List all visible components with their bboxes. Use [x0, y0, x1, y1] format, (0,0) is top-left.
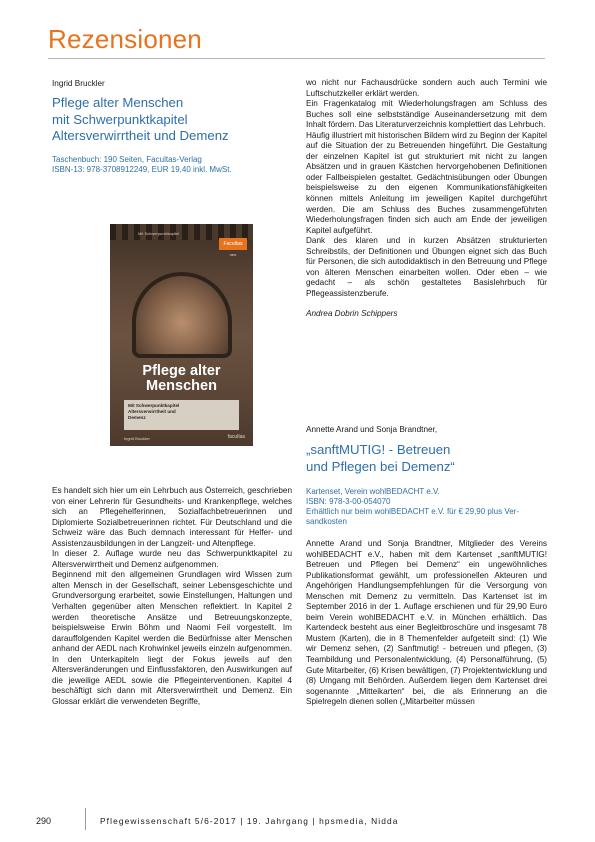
cover-logo: facultas	[227, 434, 245, 440]
cover-badge-label: neu	[229, 252, 237, 257]
review2-meta-line: Erhältlich nur beim wohlBEDACHT e.V. für € 29,90 plus Ver-	[306, 507, 519, 516]
cover-title-line: Menschen	[146, 378, 217, 394]
cover-title	[110, 364, 253, 394]
review1-meta-line: Taschenbuch: 190 Seiten, Facultas-Verlag	[52, 154, 202, 164]
page-number: 290	[36, 816, 52, 826]
review1-body-right	[306, 78, 547, 320]
review1-meta-line: ISBN-13: 978-3708912249, EUR 19,40 inkl. MwSt.	[52, 164, 232, 174]
review2-title-line: „sanftMUTIG! - Betreuen	[306, 442, 451, 457]
review1-title-line: Altersverwirrtheit und Demenz	[52, 128, 229, 143]
review1-signature: Andrea Dobrin Schippers	[306, 309, 398, 319]
review1-body-left	[52, 486, 292, 707]
review1-title-line: Pflege alter Menschen	[52, 95, 184, 110]
cover-publisher-badge: Facultas	[219, 238, 247, 250]
review1-paragraph: Beginnend mit den allgemeinen Grundlagen wird Wissen zum alten Mensch in der Gesellschaft, seiner Lebensgeschichte und Grundversorgung erarbeitet, sowie Einstellungen, Haltungen und Verhalten gegenüber alten Menschen reflektiert. In Kapitel 2 werden theoretische Ansätze und Betreuungskonzepte, beispielsweise Erwin Böhm und Naomi Feil vorgestellt. Im darauffolgenden Kapitel werden die Bedürfnisse alter Menschen anhand der AEDL nach Krohwinkel jeweils einzeln aufgenommen. In den Unterkapiteln liegt der Fokus jeweils auf den Altersveränderungen und Einflussfaktoren, den Auswirkungen auf die jeweilige AEDL sowie die Pflegeinterventionen. Kapitel 4 beschäftigt sich dann mit Altersverwirrtheit und Demenz. Ein Glossar erklärt die verwendeten Begriffe,	[52, 570, 292, 706]
footer-journal-info: Pflegewissenschaft 5/6-2017 | 19. Jahrgang | hpsmedia, Nidda	[100, 816, 399, 826]
review1-title-line: mit Schwerpunktkapitel	[52, 111, 188, 127]
title-rule	[48, 58, 545, 59]
cover-subtitle-box	[124, 400, 239, 430]
review2-title-line: und Pflegen bei Demenz“	[306, 458, 455, 474]
cover-window-illustration	[132, 272, 232, 358]
review2-paragraph: Annette Arand und Sonja Brandtner, Mitglieder des Vereins wohlBEDACHT e.V., haben mit dem Kartenset „sanftMUTIG! Betreuen und Pflegen bei Demenz“ ein ungewöhnliches Publikationsformat gewählt, um professionellen Akteuren und Angehörigen Handlungsempfehlungen für die Versorgung von Menschen mit Demenz zu vermitteln. Das Kartenset ist im September 2016 in der 1. Auflage erschienen und für 29,90 Euro beim Verein wohlBEDACHT e.V. in München erhältlich. Das Kartendeck besteht aus einer Begleitbroschüre und insgesamt 78 Mustern (Karten), die in 8 Themenfelder aufgeteilt sind: (1) Wie wir Demenz sehen, (2) Sanftmutig! - betreuen und pflegen, (3) Teambildung und Personalentwicklung, (4) Personalführung, (5) Gute Mitarbeiter, (6) Krisen bewältigen, (7) Projektentwicklung und (8) Umgang mit Behörden. Außerdem liegen dem Kartenset drei sogenannte „Mitteikarten“ bei, die als Erinnerung an die Spielregeln dienen sollen („Mitarbeiter müssen	[306, 539, 547, 707]
review2-meta-line: Kartenset, Verein wohlBEDACHT e.V.	[306, 487, 440, 496]
review1-paragraph: Ein Fragenkatalog mit Wiederholungsfragen am Schluss des Buches soll eine selbstständige Auseinandersetzung mit dem Inhalt fördern. Das Literaturverzeichnis komplettiert das Lehrbuch.	[306, 99, 547, 130]
cover-box-line: Altersverwirrtheit und	[128, 409, 176, 414]
cover-small-text: Mit Schwerpunktkapitel	[138, 231, 180, 236]
review1-paragraph: Häufig illustriert mit historischen Bildern wird zu Beginn der Kapitel auf die Situation der zu Betreuenden hingeführt. Die Gestaltung der einzelnen Kapitel ist gut strukturiert mit nicht zu langen Absätzen und in grauen Kästchen hervorgehobenen Definitionen oder Fallbeispielen gestaltet. Gedächtnisübungen oder Übungen beispielsweise zu den eigenen Kommunikationsfähigkeiten können mittels Anleitung im jeweiligen Kapitel durchgeführt werden. Die am Schluss des Buches zusammengeführten Wiederholungsfragen finden sich auch am Ende der jeweiligen Kapitel aufgeführt.	[306, 130, 547, 235]
page-title: Rezensionen	[48, 24, 202, 54]
review2-meta-line: sandkosten	[306, 517, 347, 526]
review2	[306, 424, 547, 708]
review2-meta-line: ISBN: 978-3-00-054070	[306, 497, 391, 506]
review1-author: Ingrid Bruckler	[52, 79, 105, 88]
review2-authors: Annette Arand und Sonja Brandtner,	[306, 425, 438, 434]
review1-paragraph: Es handelt sich hier um ein Lehrbuch aus Österreich, geschrieben von einer Lehrerin für Gesundheits- und Krankenpflege, welches sich an Pflegehelferinnen, Sozialfachbetreuerinnen und Diplomierte Sozialbetreuerinnen richtet. Für Deutschland und die Schweiz wäre das Buch demnach interessant für Helfer- und Assistenzausbildungen in der Langzeit- und Altenpflege.	[52, 486, 292, 548]
cover-box-line: Mit Schwerpunktkapitel	[128, 403, 180, 408]
book-cover-image	[110, 224, 253, 446]
footer-divider	[85, 808, 86, 830]
review1-paragraph: Dank des klaren und in kurzen Absätzen strukturierten Schreibstils, der Definitionen und Übungen eignet sich das Buch für Personen, die sich autodidaktisch in den Betreuung und Pflege von älteren Menschen einarbeiten wollen. Oder eben – wie gedacht – als schön gestaltetes Basislehrbuch für Pflegeassistenzberufe.	[306, 236, 547, 298]
review1-paragraph: wo nicht nur Fachausdrücke sondern auch auch Termini wie Luftschutzkeller erklärt werden.	[306, 78, 547, 98]
cover-author: Ingrid Bruckler	[124, 436, 150, 441]
review1-paragraph: In dieser 2. Auflage wurde neu das Schwerpunktkapitel zu Altersverwirrtheit und Demenz aufgenommen.	[52, 549, 292, 569]
cover-title-line: Pflege alter	[142, 363, 221, 379]
cover-box-line: Demenz	[128, 415, 146, 420]
review1-header	[52, 78, 292, 175]
